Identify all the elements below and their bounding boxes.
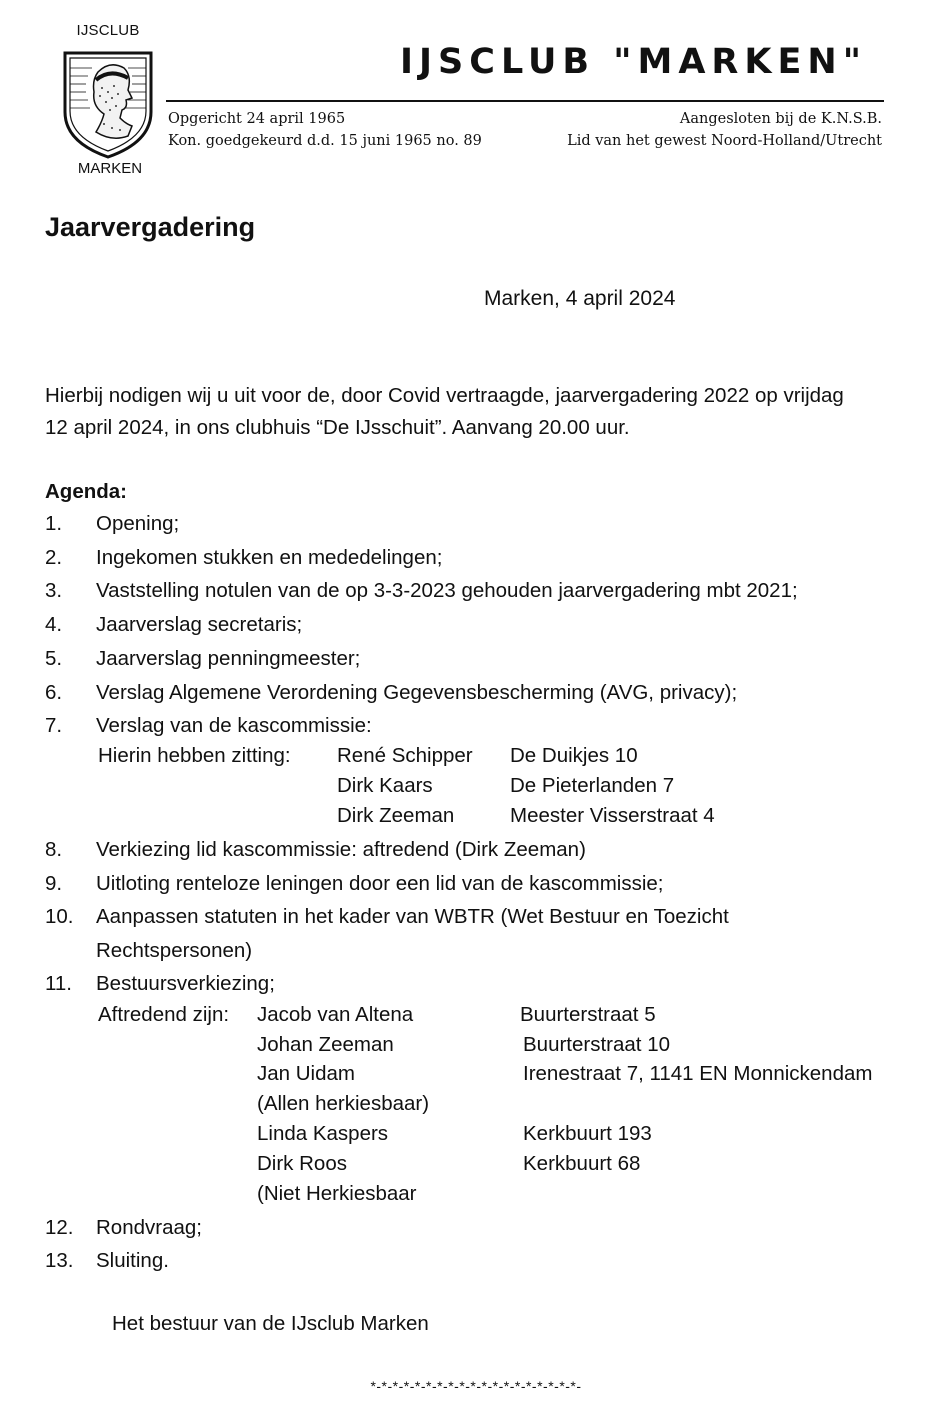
agenda-item: Verslag Algemene Verordening Gegevensbescherming (AVG, privacy); — [96, 681, 738, 704]
agenda-number: 11. — [45, 972, 72, 995]
intro-line: 12 april 2024, in ons clubhuis “De IJsschuit”. Aanvang 20.00 uur. — [45, 416, 630, 439]
agenda-item: Verslag van de kascommissie: — [96, 714, 372, 737]
bestuur-label: Aftredend zijn: — [98, 1003, 230, 1026]
agenda-number: 9. — [45, 872, 63, 895]
board-member-address: Kerkbuurt 193 — [523, 1122, 652, 1145]
agenda-item: Rondvraag; — [96, 1216, 202, 1239]
board-member-address: Kerkbuurt 68 — [523, 1152, 641, 1175]
founding-line: Opgericht 24 april 1965 — [168, 111, 346, 127]
board-member-name: Jacob van Altena — [257, 1003, 414, 1026]
member-address: Meester Visserstraat 4 — [510, 804, 715, 827]
member-address: De Duikjes 10 — [510, 744, 638, 767]
logo-bottom-text: MARKEN — [77, 160, 143, 177]
page-title: Jaarvergadering — [45, 212, 256, 242]
agenda-number: 8. — [45, 838, 63, 861]
agenda-item-continuation: Rechtspersonen) — [96, 939, 253, 962]
header-rule — [166, 100, 884, 102]
club-title: IJSCLUB "MARKEN" — [400, 42, 867, 82]
knsb-line: Aangesloten bij de K.N.S.B. — [679, 111, 882, 127]
board-member-name: Dirk Roos — [257, 1152, 347, 1175]
agenda-number: 6. — [45, 681, 63, 704]
board-member-name: Johan Zeeman — [257, 1033, 394, 1056]
agenda-item: Jaarverslag secretaris; — [96, 613, 303, 636]
member-name: Dirk Zeeman — [337, 804, 455, 827]
agenda-heading: Agenda: — [45, 480, 127, 503]
intro-line: Hierbij nodigen wij u uit voor de, door Covid vertraagde, jaarvergadering 2022 op vrijdag — [45, 384, 844, 407]
agenda-number: 7. — [45, 714, 63, 737]
agenda-item: Bestuursverkiezing; — [96, 972, 275, 995]
logo-top-text: IJSCLUB — [76, 22, 140, 39]
affiliation-info — [567, 108, 882, 152]
agenda-number: 2. — [45, 546, 63, 569]
signature: Het bestuur van de IJsclub Marken — [112, 1312, 429, 1335]
board-member-address: Irenestraat 7, 1141 EN Monnickendam — [523, 1062, 873, 1085]
agenda-item: Aanpassen statuten in het kader van WBTR (Wet Bestuur en Toezicht — [96, 905, 729, 928]
agenda-number: 5. — [45, 647, 63, 670]
agenda-item: Ingekomen stukken en mededelingen; — [96, 546, 443, 569]
agenda-number: 12. — [45, 1216, 74, 1239]
agenda-number: 13. — [45, 1249, 74, 1272]
member-name: René Schipper — [337, 744, 473, 767]
agenda-item: Uitloting renteloze leningen door een lid van de kascommissie; — [96, 872, 664, 895]
approval-line: Kon. goedgekeurd d.d. 15 juni 1965 no. 89 — [168, 133, 482, 149]
agenda-item: Opening; — [96, 512, 180, 535]
board-member-address: Buurterstraat 5 — [520, 1003, 656, 1026]
board-note: (Niet Herkiesbaar — [257, 1182, 417, 1205]
member-name: Dirk Kaars — [337, 774, 433, 797]
board-note: (Allen herkiesbaar) — [257, 1092, 430, 1115]
agenda-item: Vaststelling notulen van de op 3-3-2023 gehouden jaarvergadering mbt 2021; — [96, 579, 798, 602]
kascommissie-label: Hierin hebben zitting: — [98, 744, 291, 767]
agenda-item: Verkiezing lid kascommissie: aftredend (Dirk Zeeman) — [96, 838, 586, 861]
agenda-number: 1. — [45, 512, 63, 535]
region-line: Lid van het gewest Noord-Holland/Utrecht — [567, 133, 882, 149]
letter-date: Marken, 4 april 2024 — [484, 287, 676, 310]
club-crest-icon — [62, 50, 154, 160]
agenda-item: Sluiting. — [96, 1249, 169, 1272]
agenda-item: Jaarverslag penningmeester; — [96, 647, 361, 670]
board-member-address: Buurterstraat 10 — [523, 1033, 670, 1056]
member-address: De Pieterlanden 7 — [510, 774, 675, 797]
agenda-number: 3. — [45, 579, 63, 602]
agenda-number: 10. — [45, 905, 74, 928]
founding-info — [168, 108, 482, 152]
board-member-name: Jan Uidam — [257, 1062, 355, 1085]
board-member-name: Linda Kaspers — [257, 1122, 389, 1145]
invitation-paragraph — [45, 380, 925, 444]
divider-stars: *-*-*-*-*-*-*-*-*-*-*-*-*-*-*-*-*-*-*- — [370, 1378, 582, 1394]
agenda-number: 4. — [45, 613, 63, 636]
